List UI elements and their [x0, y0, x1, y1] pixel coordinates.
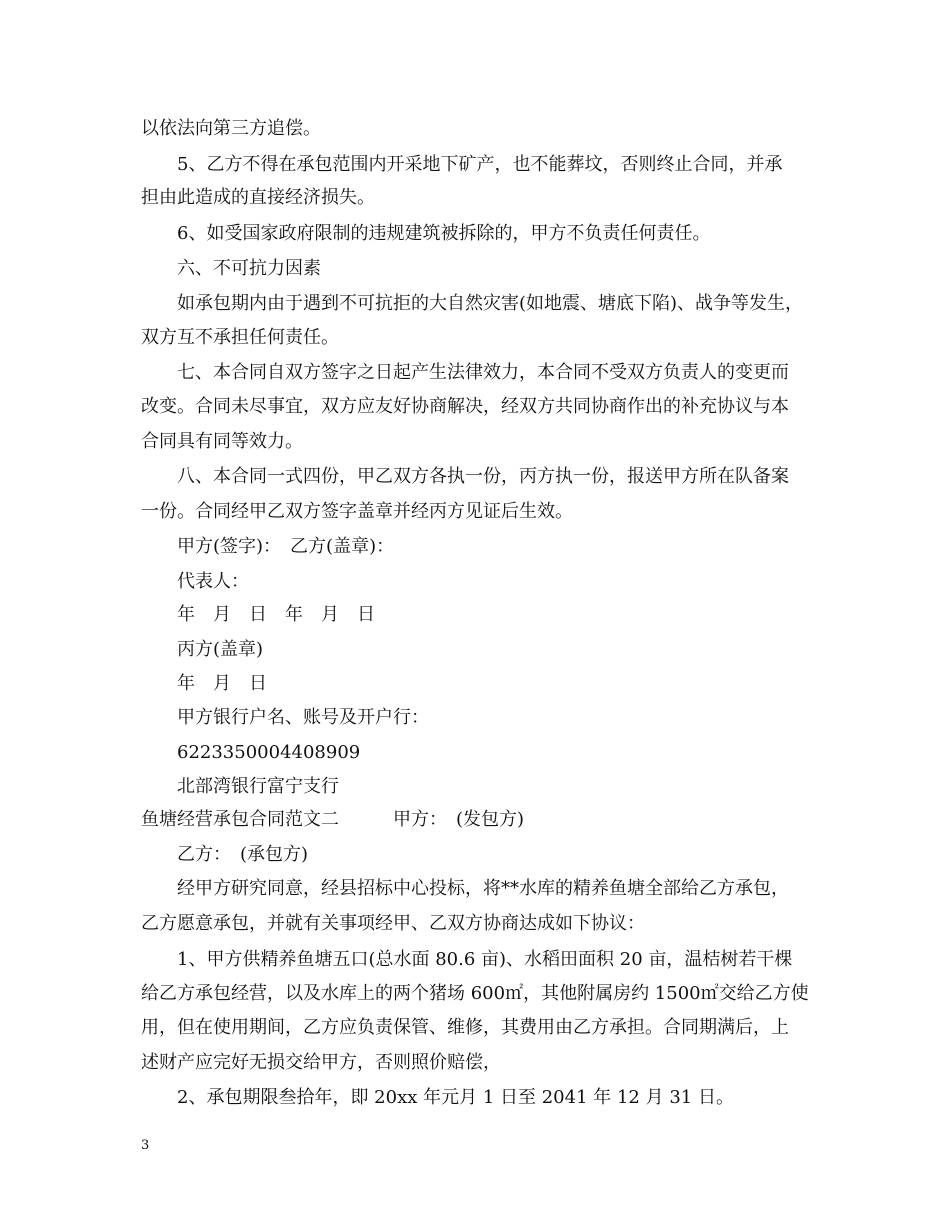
party-b-line: 乙方： (承包方): [177, 844, 309, 865]
clause-8: 八、本合同一式四份，甲乙双方各执一份，丙方执一份，报送甲方所在队备案: [177, 466, 789, 487]
text-line: 如承包期内由于遇到不可抗拒的大自然灾害(如地震、塘底下陷)、战争等发生，: [177, 293, 804, 314]
text-line: 给乙方承包经营，以及水库上的两个猪场 600㎡，其他附属房约 1500㎡交给乙方使: [141, 983, 809, 1004]
text-line: 担由此造成的直接经济损失。: [141, 187, 375, 208]
text-line: 以依法向第三方追偿。: [141, 118, 321, 139]
clause-2: 2、承包期限叁拾年，即 20xx 年元月 1 日至 2041 年 12 月 31 日。: [177, 1087, 734, 1108]
signature-representative: 代表人：: [177, 571, 249, 592]
clause-7: 七、本合同自双方签字之日起产生法律效力，本合同不受双方负责人的变更而: [177, 362, 789, 383]
signature-party-c: 丙方(盖章): [177, 639, 264, 660]
clause-1: 1、甲方供精养鱼塘五口(总水面 80.6 亩)、水稻田面积 20 亩，温桔树若干棵: [177, 949, 793, 970]
page-number: 3: [141, 1138, 150, 1153]
section-heading-force-majeure: 六、不可抗力因素: [177, 258, 321, 279]
text-line: 述财产应完好无损交给甲方，否则照价赔偿，: [141, 1052, 501, 1073]
signature-party-a-b: 甲方(签字)： 乙方(盖章)：: [177, 536, 395, 557]
clause-5: 5、乙方不得在承包范围内开采地下矿产，也不能葬坟，否则终止合同，并承: [177, 154, 783, 175]
text-line: 用，但在使用期间，乙方应负责保管、维修，其费用由乙方承担。合同期满后，上: [141, 1017, 789, 1038]
clause-6: 6、如受国家政府限制的违规建筑被拆除的，甲方不负责任何责任。: [177, 223, 711, 244]
text-line: 经甲方研究同意，经县招标中心投标，将**水库的精养鱼塘全部给乙方承包，: [177, 878, 789, 899]
text-line: 一份。合同经甲乙双方签字盖章并经丙方见证后生效。: [141, 501, 573, 522]
text-line: 合同具有同等效力。: [141, 431, 303, 452]
text-line: 乙方愿意承包，并就有关事项经甲、乙双方协商达成如下协议：: [141, 913, 645, 934]
text-line: 双方互不承担任何责任。: [141, 327, 339, 348]
bank-branch: 北部湾银行富宁支行: [177, 776, 339, 797]
signature-date: 年 月 日: [177, 673, 267, 694]
bank-account-number: 6223350004408909: [177, 742, 361, 763]
signature-date: 年 月 日 年 月 日: [177, 604, 375, 625]
text-line: 改变。合同未尽事宜，双方应友好协商解决，经双方共同协商作出的补充协议与本: [141, 396, 789, 417]
contract-title-two: 鱼塘经营承包合同范文二 甲方： (发包方): [141, 809, 525, 830]
bank-info-label: 甲方银行户名、账号及开户行：: [177, 707, 429, 728]
